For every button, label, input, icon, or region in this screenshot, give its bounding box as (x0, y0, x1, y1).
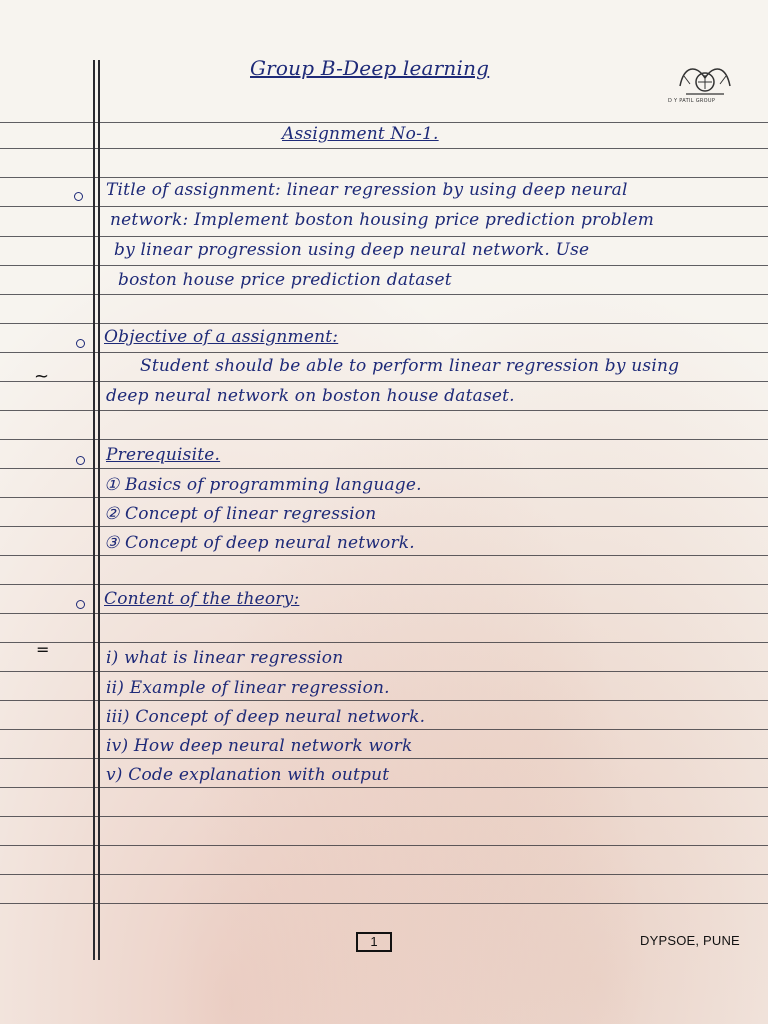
bullet-icon (74, 192, 83, 201)
prerequisite-item: ③ Concept of deep neural network. (104, 533, 415, 553)
ruled-line (0, 206, 768, 207)
ruled-line (0, 381, 768, 382)
ruled-line (0, 352, 768, 353)
theory-item: iv) How deep neural network work (106, 736, 413, 756)
assignment-heading: Assignment No-1. (282, 124, 439, 144)
prerequisite-heading: Prerequisite. (106, 445, 221, 465)
title-line-3: by linear progression using deep neural network. Use (114, 240, 590, 260)
ruled-line (0, 122, 768, 123)
bullet-icon (76, 456, 85, 465)
ruled-line (0, 700, 768, 701)
ruled-line (0, 874, 768, 875)
ruled-line (0, 439, 768, 440)
title-line-4: boston house price prediction dataset (118, 270, 452, 290)
theory-heading: Content of the theory: (104, 589, 300, 609)
margin-line (93, 60, 95, 960)
theory-item: ii) Example of linear regression. (106, 678, 390, 698)
margin-line (98, 60, 100, 960)
logo-caption: D Y PATIL GROUP (668, 98, 716, 104)
ruled-line (0, 758, 768, 759)
ruled-line (0, 584, 768, 585)
institution-footer: DYPSOE, PUNE (640, 933, 740, 948)
objective-line-2: deep neural network on boston house dataset. (106, 386, 515, 406)
ruled-line (0, 671, 768, 672)
college-logo (676, 56, 734, 104)
theory-item: i) what is linear regression (106, 648, 344, 668)
ruled-line (0, 787, 768, 788)
margin-dash-mark: = (36, 640, 50, 659)
objective-heading: Objective of a assignment: (104, 327, 339, 347)
margin-dash-mark: ~ (34, 366, 50, 387)
ruled-line (0, 177, 768, 178)
ruled-line (0, 468, 768, 469)
ruled-line (0, 526, 768, 527)
ruled-line (0, 148, 768, 149)
prerequisite-item: ② Concept of linear regression (104, 504, 377, 524)
prerequisite-item: ① Basics of programming language. (104, 475, 422, 495)
bullet-icon (76, 339, 85, 348)
theory-item: v) Code explanation with output (106, 765, 390, 785)
ruled-line (0, 323, 768, 324)
ruled-line (0, 497, 768, 498)
theory-item: iii) Concept of deep neural network. (106, 707, 426, 727)
ruled-line (0, 410, 768, 411)
ruled-line (0, 816, 768, 817)
title-line-1: Title of assignment: linear regression by using deep neural (106, 180, 628, 200)
ruled-line (0, 642, 768, 643)
ruled-line (0, 845, 768, 846)
ruled-line (0, 555, 768, 556)
ruled-line (0, 294, 768, 295)
ruled-line (0, 613, 768, 614)
ruled-line (0, 729, 768, 730)
ruled-line (0, 236, 768, 237)
ruled-line (0, 903, 768, 904)
page-number: 1 (356, 932, 392, 952)
bullet-icon (76, 600, 85, 609)
title-line-2: network: Implement boston housing price prediction problem (110, 210, 655, 230)
ruled-line (0, 265, 768, 266)
objective-line-1: Student should be able to perform linear regression by using (140, 356, 680, 376)
page-title: Group B-Deep learning (250, 56, 490, 80)
